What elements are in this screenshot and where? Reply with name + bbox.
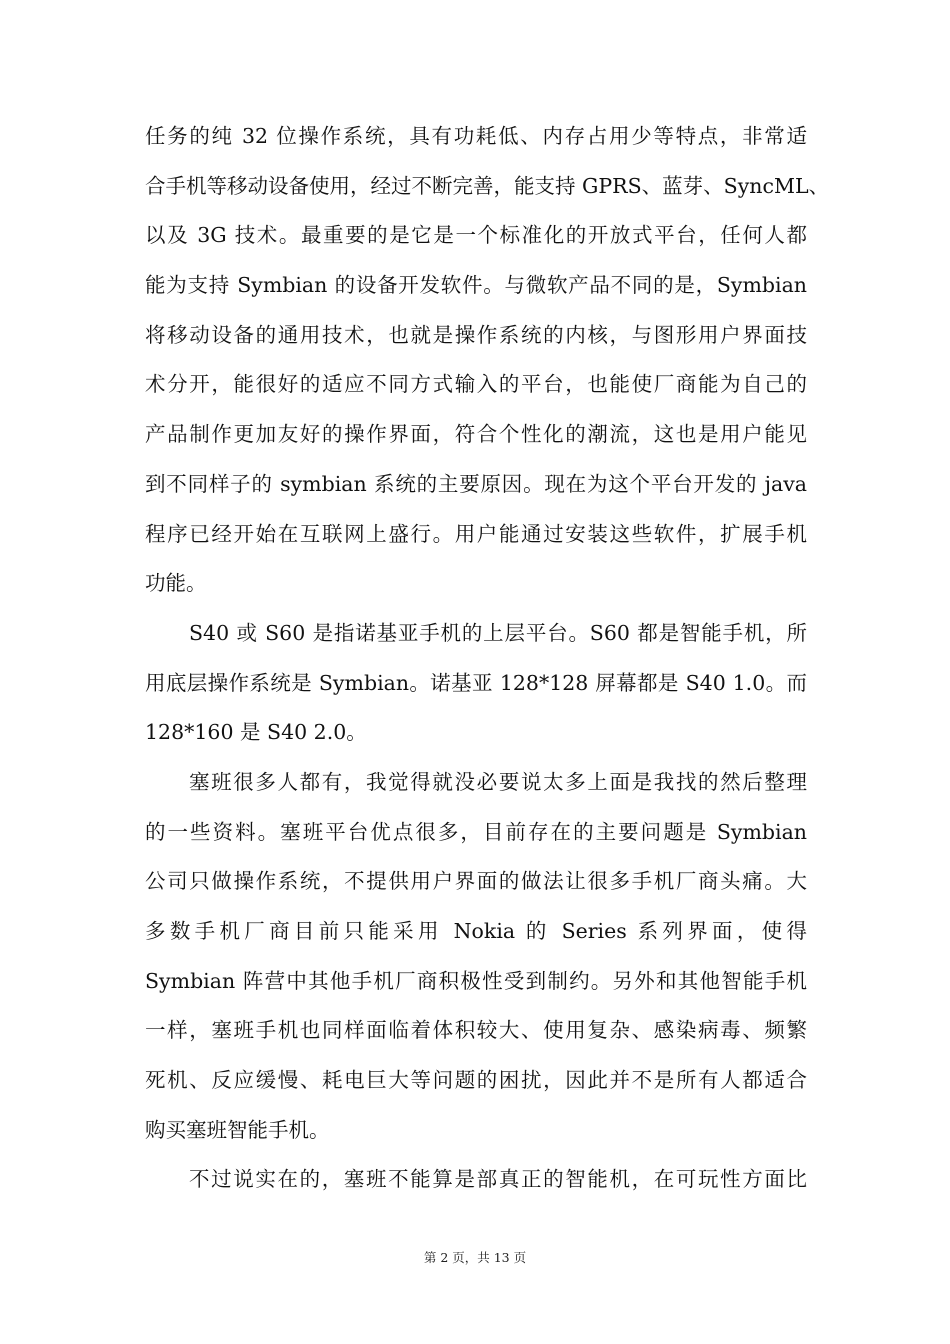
paragraph — [145, 609, 807, 758]
text-line: 128*160 是 S40 2.0。 — [145, 720, 367, 745]
text-line: 任务的纯 32 位操作系统，具有功耗低、内存占用少等特点，非常适 — [145, 124, 807, 148]
text-line: 到不同样子的 symbian 系统的主要原因。现在为这个平台开发的 java — [145, 471, 807, 496]
text-line: 术分开，能很好的适应不同方式输入的平台，也能使厂商能为自己的 — [145, 372, 807, 397]
text-line: 一样，塞班手机也同样面临着体积较大、使用复杂、感染病毒、频繁 — [145, 1018, 807, 1043]
text-line: 用底层操作系统是 Symbian。诺基亚 128*128 屏幕都是 S40 1.0。而 — [145, 670, 807, 695]
text-line: Symbian 阵营中其他手机厂商积极性受到制约。另外和其他智能手机 — [145, 968, 807, 993]
paragraph — [145, 758, 807, 1156]
text-line: S40 或 S60 是指诺基亚手机的上层平台。S60 都是智能手机，所 — [189, 620, 807, 645]
text-line: 公司只做操作系统，不提供用户界面的做法让很多手机厂商头痛。大 — [145, 869, 807, 894]
body-text — [145, 112, 830, 1205]
text-line: 购买塞班智能手机。 — [145, 1117, 330, 1142]
paragraph — [145, 112, 830, 609]
text-line: 塞班很多人都有，我觉得就没必要说太多上面是我找的然后整理 — [189, 769, 807, 794]
text-line: 能为支持 Symbian 的设备开发软件。与微软产品不同的是，Symbian — [145, 273, 807, 298]
paragraph — [145, 1155, 807, 1205]
text-line: 产品制作更加友好的操作界面，符合个性化的潮流，这也是用户能见 — [145, 422, 807, 447]
text-line: 不过说实在的，塞班不能算是部真正的智能机，在可玩性方面比 — [189, 1167, 807, 1192]
text-line: 多数手机厂商目前只能采用 Nokia 的 Series 系列界面，使得 — [145, 919, 807, 943]
page-footer: 第 2 页，共 13 页 — [423, 1250, 527, 1265]
text-line: 程序已经开始在互联网上盛行。用户能通过安装这些软件，扩展手机 — [145, 521, 807, 546]
text-line: 以及 3G 技术。最重要的是它是一个标准化的开放式平台，任何人都 — [145, 223, 807, 248]
text-line: 功能。 — [145, 571, 207, 596]
text-line: 将移动设备的通用技术，也就是操作系统的内核，与图形用户界面技 — [145, 322, 807, 347]
text-line: 的一些资料。塞班平台优点很多，目前存在的主要问题是 Symbian — [145, 819, 807, 844]
text-line: 死机、反应缓慢、耗电巨大等问题的困扰，因此并不是所有人都适合 — [145, 1068, 807, 1093]
text-line: 合手机等移动设备使用，经过不断完善，能支持 GPRS、蓝芽、SyncML、 — [145, 173, 830, 198]
